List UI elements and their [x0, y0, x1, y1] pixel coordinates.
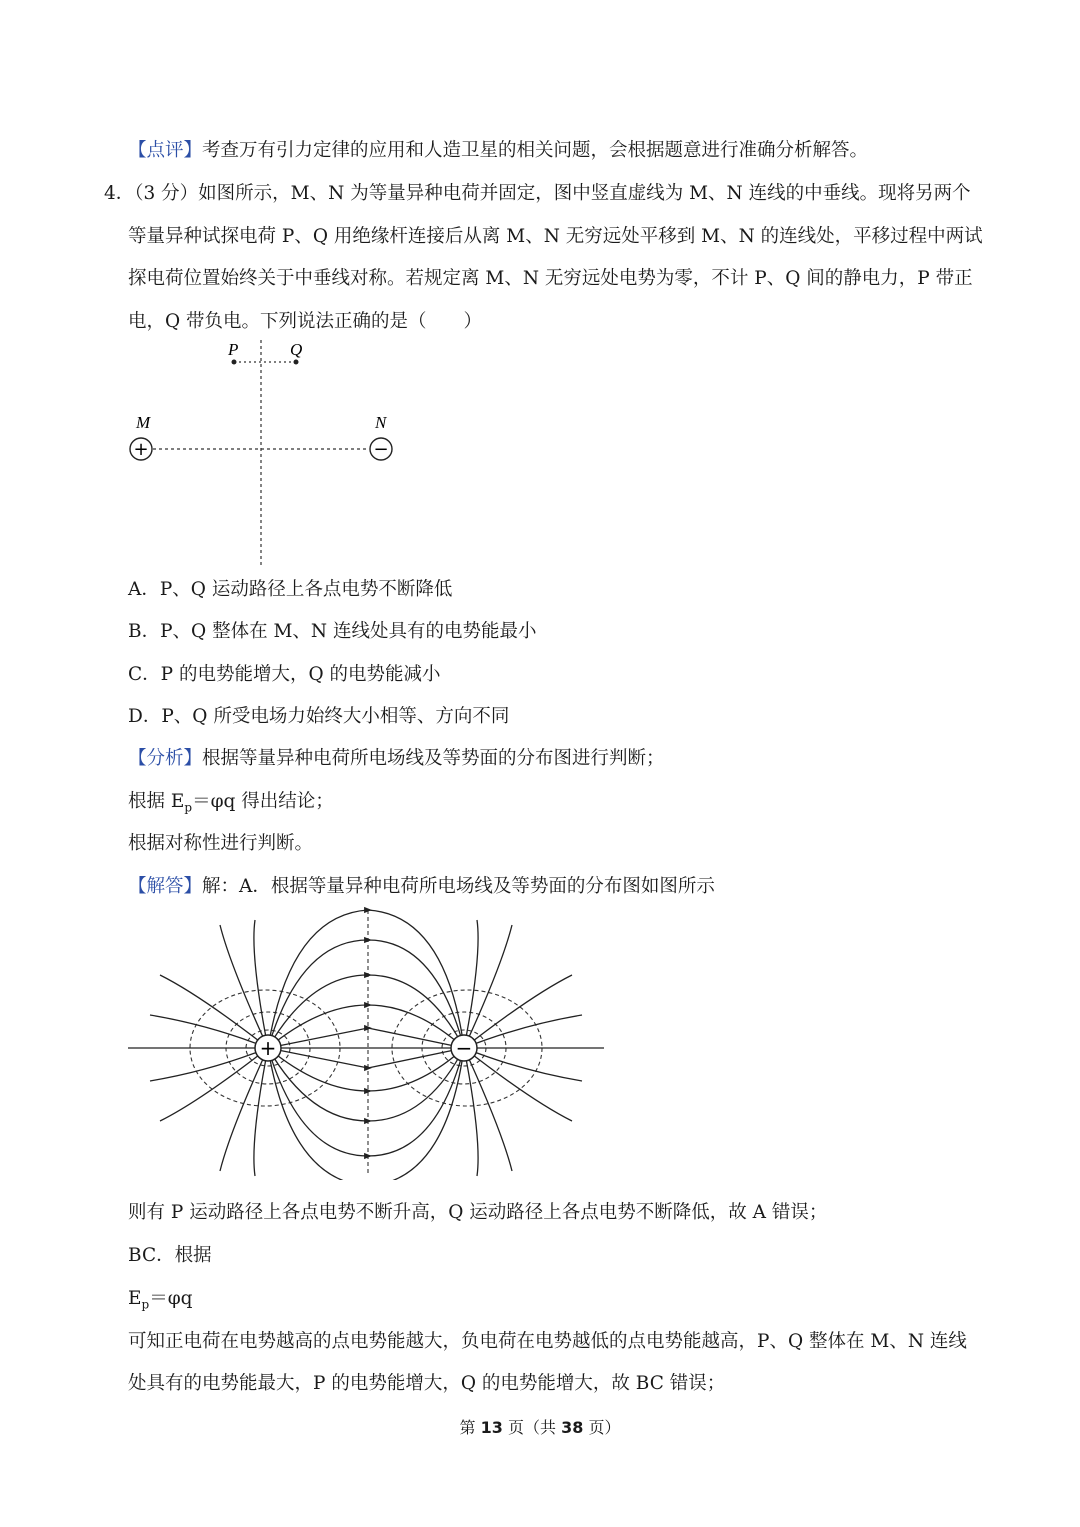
page-number: 13 [480, 1418, 503, 1437]
review-line [128, 138, 868, 164]
charge-setup-figure [120, 335, 420, 575]
analysis-text-2b: ＝φq 得出结论； [192, 791, 334, 812]
page-footer [0, 1415, 1080, 1438]
review-text: 考查万有引力定律的应用和人造卫星的相关问题，会根据题意进行准确分析解答。 [202, 140, 869, 161]
positive-sign-icon: + [259, 1036, 277, 1060]
answer-tag: 【解答】 [128, 876, 203, 897]
formula-sub: p [141, 1297, 150, 1312]
charge-q-dot [294, 360, 299, 365]
charge-p-dot [232, 360, 237, 365]
analysis-line-2 [128, 789, 334, 821]
answer-line-2: 则有 P 运动路径上各点电势不断升高，Q 运动路径上各点电势不断降低，故 A 错误； [128, 1202, 828, 1223]
answer-line-1 [128, 874, 715, 900]
analysis-line-1 [128, 746, 665, 772]
answer-line-6: 处具有的电势能最大，P 的电势能增大，Q 的电势能增大，故 BC 错误； [128, 1373, 726, 1394]
footer-mid: 页（共 [502, 1418, 562, 1437]
analysis-text-1: 根据等量异种电荷所电场线及等势面的分布图进行判断； [202, 748, 665, 769]
formula-rest: ＝φq [149, 1288, 193, 1309]
field-line-diagram [120, 905, 620, 1180]
analysis-line-3: 根据对称性进行判断。 [128, 833, 314, 854]
answer-line-5: 可知正电荷在电势越高的点电势能越大，负电荷在电势越低的点电势能越高，P、Q 整体在 M、N 连线 [128, 1331, 967, 1352]
option-a: A．P、Q 运动路径上各点电势不断降低 [128, 579, 453, 600]
plus-sign-icon: + [133, 439, 149, 460]
answer-line-3: BC．根据 [128, 1245, 212, 1266]
formula-e: E [128, 1288, 142, 1309]
option-d: D．P、Q 所受电场力始终大小相等、方向不同 [128, 706, 510, 727]
option-c: C．P 的电势能增大，Q 的电势能减小 [128, 664, 441, 685]
label-m: M [136, 413, 151, 432]
negative-sign-icon: − [455, 1036, 473, 1060]
question-text-1: （3 分）如图所示，M、N 为等量异种电荷并固定，图中竖直虚线为 M、N 连线的中垂线。现将另两个 [134, 183, 971, 204]
minus-sign-icon: − [373, 439, 389, 460]
question-line-4: 电，Q 带负电。下列说法正确的是（ ） [128, 311, 483, 332]
option-b: B．P、Q 整体在 M、N 连线处具有的电势能最小 [128, 621, 537, 642]
question-line-3: 探电荷位置始终关于中垂线对称。若规定离 M、N 无穷远处电势为零，不计 P、Q 间的静电力，P 带正 [128, 268, 973, 289]
answer-formula [128, 1286, 193, 1318]
total-pages: 38 [561, 1418, 584, 1437]
question-line-1 [104, 181, 971, 207]
question-line-2: 等量异种试探电荷 P、Q 用绝缘杆连接后从离 M、N 无穷远处平移到 M、N 的连线处，平移过程中两试 [128, 226, 983, 247]
footer-pre: 第 [459, 1418, 481, 1437]
analysis-text-2a: 根据 E [128, 791, 185, 812]
footer-post: 页） [583, 1418, 621, 1437]
label-n: N [375, 413, 387, 432]
answer-text-1: 解：A．根据等量异种电荷所电场线及等势面的分布图如图所示 [202, 876, 715, 897]
label-p: P [228, 340, 239, 359]
analysis-tag: 【分析】 [128, 748, 203, 769]
field-lines [150, 910, 582, 1180]
question-number: 4． [104, 183, 135, 204]
review-tag: 【点评】 [128, 140, 203, 161]
analysis-sub: p [184, 800, 193, 815]
label-q: Q [290, 340, 303, 359]
